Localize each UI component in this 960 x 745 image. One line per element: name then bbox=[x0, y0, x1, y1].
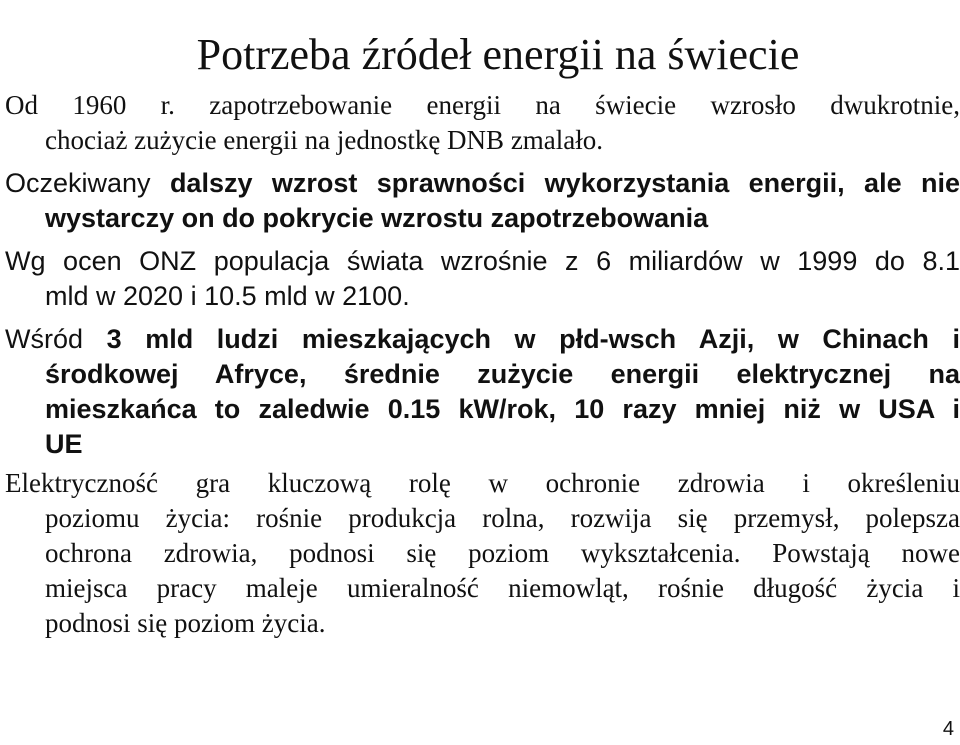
paragraph-text: Wśród bbox=[5, 324, 107, 354]
paragraph-bold-text: 3 mld ludzi mieszkających w płd-wsch Azji, w Chinach i bbox=[106, 324, 960, 354]
paragraph-population bbox=[5, 244, 960, 314]
paragraph-line: mld w 2020 i 10.5 mld w 2100. bbox=[45, 281, 410, 311]
paragraph-energy-demand bbox=[5, 88, 960, 158]
paragraph-line: mieszkańca to zaledwie 0.15 kW/rok, 10 razy mniej niż w USA i bbox=[45, 394, 960, 424]
paragraph-line: Elektryczność gra kluczową rolę w ochronie zdrowia i określeniu bbox=[5, 468, 960, 498]
page-number: 4 bbox=[942, 718, 954, 740]
paragraph-electricity-role bbox=[5, 466, 960, 641]
paragraph-line: Wg ocen ONZ populacja świata wzrośnie z 6 miliardów w 1999 do 8.1 bbox=[5, 246, 960, 276]
paragraph-line: środkowej Afryce, średnie zużycie energii elektrycznej na bbox=[45, 359, 960, 389]
paragraph-bold-text: dalszy wzrost sprawności wykorzystania energii, ale nie bbox=[169, 168, 960, 198]
paragraph-line: podnosi się poziom życia. bbox=[45, 608, 326, 638]
paragraph-line: chociaż zużycie energii na jednostkę DNB zmalało. bbox=[45, 125, 604, 155]
paragraph-line bbox=[5, 322, 960, 357]
paragraph-line bbox=[5, 166, 960, 201]
paragraph-line: UE bbox=[45, 429, 83, 459]
paragraph-line: wystarczy on do pokrycie wzrostu zapotrzebowania bbox=[45, 203, 709, 233]
paragraph-line: miejsca pracy maleje umieralność niemowląt, rośnie długość życia i bbox=[45, 573, 960, 603]
paragraph-efficiency bbox=[5, 166, 960, 236]
paragraph-energy-poverty bbox=[5, 322, 960, 462]
paragraph-line: ochrona zdrowia, podnosi się poziom wykształcenia. Powstają nowe bbox=[45, 538, 960, 568]
paragraph-line: Od 1960 r. zapotrzebowanie energii na świecie wzrosło dwukrotnie, bbox=[5, 90, 960, 120]
slide-title: Potrzeba źródeł energii na świecie bbox=[196, 30, 800, 80]
paragraph-line: poziomu życia: rośnie produkcja rolna, rozwija się przemysł, polepsza bbox=[45, 503, 960, 533]
paragraph-text: Oczekiwany bbox=[5, 168, 170, 198]
